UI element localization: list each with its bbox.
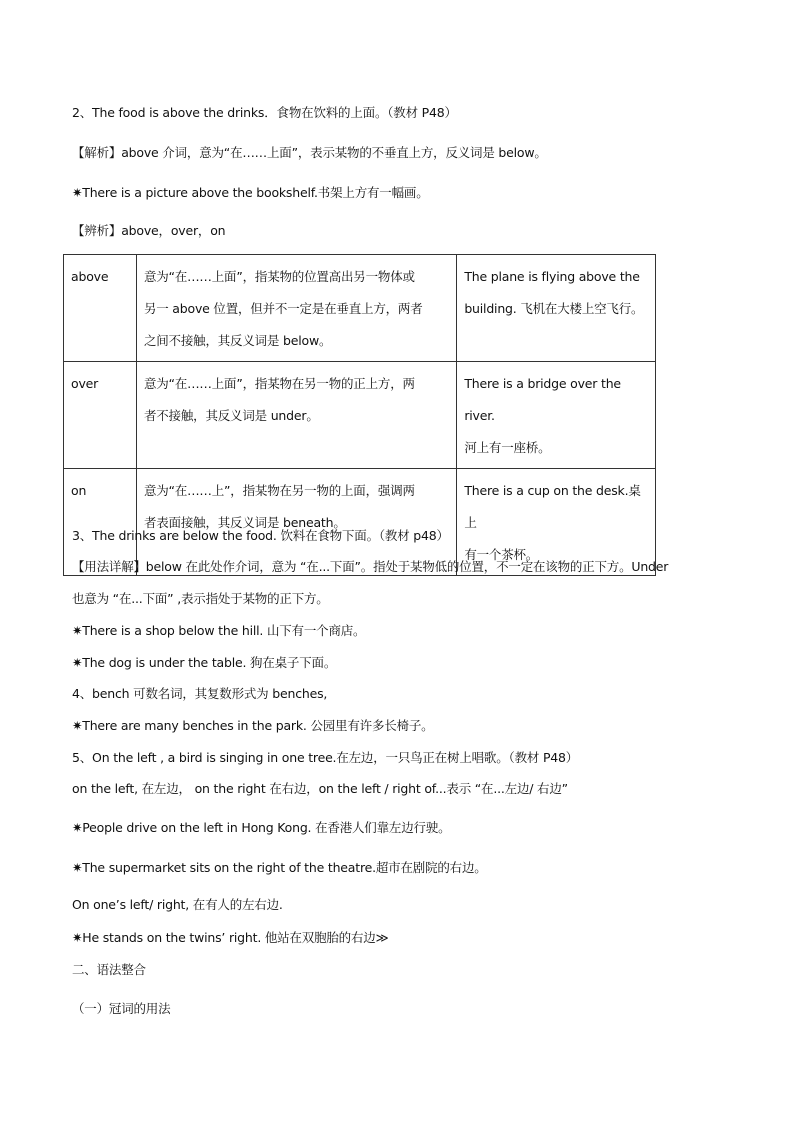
- cell-meaning: [136, 362, 456, 469]
- example-line: 河上有一座桥。: [464, 440, 551, 455]
- table-row-above: [64, 255, 656, 362]
- example-line: There is a bridge over the river.: [464, 376, 621, 423]
- meaning-line: 另一 above 位置，但并不一定是在垂直上方，两者: [143, 301, 423, 316]
- item2-heading: 2、The food is above the drinks．食物在饮料的上面。（教材 P48）: [72, 105, 457, 120]
- item5-example3: ✷He stands on the twins’ right. 他站在双胞胎的右边≫: [72, 930, 389, 945]
- meaning-line: 意为“在……上面”，指某物的位置高出另一物体或: [143, 269, 415, 284]
- item2-analysis: 【解析】above 介词，意为“在……上面”，表示某物的不垂直上方，反义词是 below。: [72, 145, 547, 160]
- item5-heading: 5、On the left , a bird is singing in one tree.在左边，一只鸟正在树上唱歌。（教材 P48）: [72, 750, 579, 765]
- item5-example2: ✷The supermarket sits on the right of the theatre.超市在剧院的右边。: [72, 860, 487, 875]
- meaning-line: 者不接触，其反义词是 under。: [143, 408, 319, 423]
- cell-example: [457, 255, 656, 362]
- cell-word: over: [64, 362, 137, 469]
- example-line: 有一个茶杯。: [464, 547, 539, 562]
- item3-example1: ✷There is a shop below the hill. 山下有一个商店。: [72, 623, 366, 638]
- item4-example: ✷There are many benches in the park. 公园里有许多长椅子。: [72, 718, 434, 733]
- example-line: There is a cup on the desk.桌上: [464, 483, 641, 530]
- item5-phrases: on the left, 在左边， on the right 在右边，on the left / right of...表示 “在...左边/ 右边”: [72, 781, 568, 796]
- item4-heading: 4、bench 可数名词，其复数形式为 benches,: [72, 686, 328, 701]
- table-row-over: [64, 362, 656, 469]
- meaning-line: 意为“在……上”，指某物在另一物的上面，强调两: [143, 483, 415, 498]
- item3-usage-line2: 也意为 “在...下面” ,表示指处于某物的正下方。: [72, 591, 329, 606]
- item3-example2: ✷The dog is under the table. 狗在桌子下面。: [72, 655, 337, 670]
- cell-example: [457, 362, 656, 469]
- item5-example1: ✷People drive on the left in Hong Kong. 在香港人们靠左边行驶。: [72, 820, 451, 835]
- meaning-line: 者表面接触，其反义词是 beneath。: [143, 515, 346, 530]
- item5-phrase2: On one’s left/ right, 在有人的左右边.: [72, 897, 283, 912]
- section2-sub1: （一）冠词的用法: [72, 1001, 171, 1016]
- cell-word: on: [64, 469, 137, 576]
- cell-meaning: [136, 255, 456, 362]
- section2-heading: 二、语法整合: [72, 962, 146, 977]
- example-line: building. 飞机在大楼上空飞行。: [464, 301, 644, 316]
- meaning-line: 之间不接触，其反义词是 below。: [143, 333, 332, 348]
- item2-example: ✷There is a picture above the bookshelf.书架上方有一幅画。: [72, 185, 429, 200]
- meaning-line: 意为“在……上面”，指某物在另一物的正上方，两: [143, 376, 415, 391]
- cell-word: above: [64, 255, 137, 362]
- example-line: The plane is flying above the: [464, 269, 640, 284]
- item2-compare-title: 【辨析】above，over，on: [72, 223, 226, 238]
- item3-heading: 3、The drinks are below the food. 饮料在食物下面。（教材 p48）: [72, 528, 449, 543]
- item3-usage-line1: 【用法详解】below 在此处作介词，意为 “在...下面”。指处于某物低的位置，不一定在该物的正下方。Under: [72, 559, 669, 574]
